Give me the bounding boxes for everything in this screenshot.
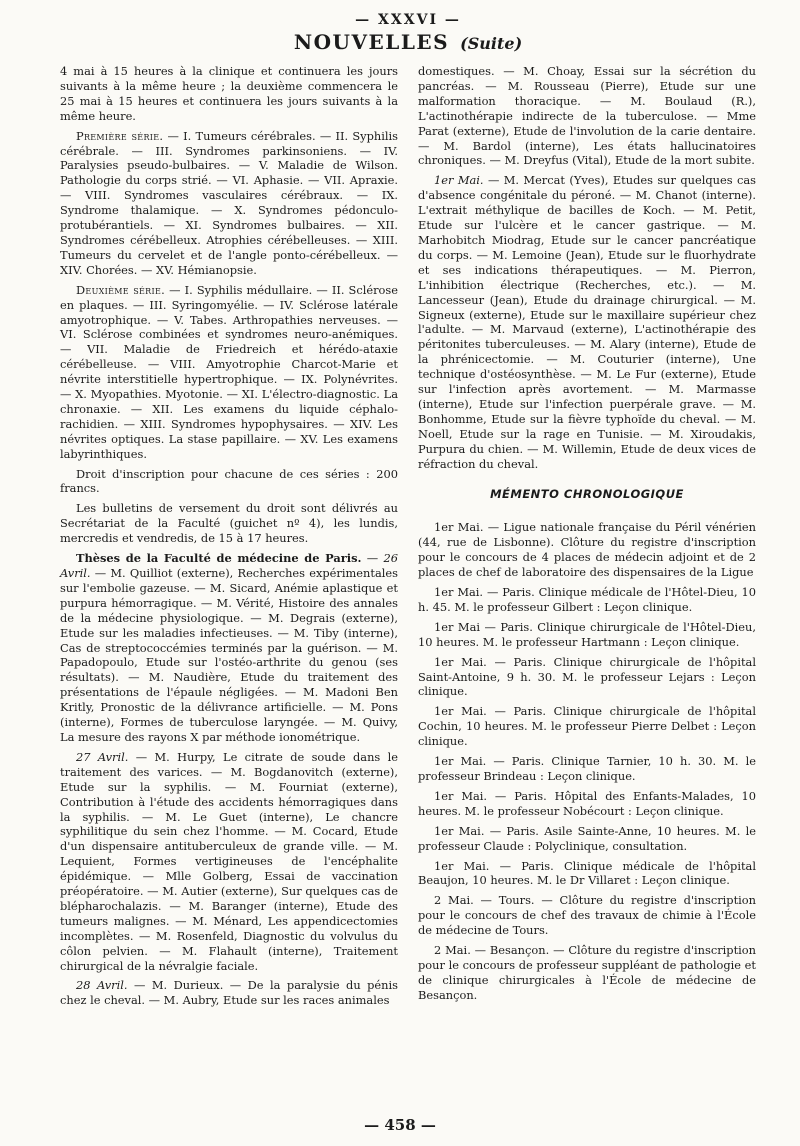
serie2-paragraph xyxy=(60,283,398,462)
memento-heading: MÉMENTO CHRONOLOGIQUE xyxy=(490,487,684,502)
right-column xyxy=(418,64,756,1013)
theses-date: — 26 Avril. xyxy=(60,551,398,580)
memento-entry: 1er Mai. — Paris. Clinique médicale de l'hôpital Beaujon, 10 heures. M. le Dr Villaret : Leçon clinique. xyxy=(418,858,756,888)
avril27-paragraph xyxy=(60,750,398,974)
section-title-main: NOUVELLES xyxy=(293,30,450,54)
memento-entry: 1er Mai. — Paris. Clinique chirurgicale de l'hôpital Cochin, 10 heures. M. le professeur Pierre Delbet : Leçon clinique. xyxy=(418,704,756,749)
memento-entry: 1er Mai. — Paris. Clinique chirurgicale de l'hôpital Saint-Antoine, 9 h. 30. M. le professeur Lejars : Leçon clinique. xyxy=(418,654,756,699)
memento-entry: 1er Mai. — Paris. Asile Sainte-Anne, 10 heures. M. le professeur Claude : Polyclinique, consultation. xyxy=(418,823,756,853)
two-column-body xyxy=(60,64,756,1013)
memento-entry: 1er Mai — Paris. Clinique chirurgicale de l'Hôtel-Dieu, 10 heures. M. le professeur Hartmann : Leçon clinique. xyxy=(418,619,756,649)
section-title-suite: (Suite) xyxy=(460,34,523,53)
mai1-text: — M. Mercat (Yves), Etudes sur quelques cas d'absence congénitale du péroné. — M. Chanot (interne). L'extrait méthylique de bacilles de Koch. — M. Petit, Etude sur l'ulcère et le cancer gastrique. — M. Marhobitch Miodrag, Etude sur le cancer pancréatique du corps. — M. Lemoine (Jean), Etude sur le fluorhydrate et ses indications thérapeutiques. — M. Pierron, L'inhibition électrique (Recherches, etc.). — M. Lancesseur (Jean), Etude du drainage chirurgical. — M. Signeux (externe), Etude sur le maxillaire supérieur chez l'adulte. — M. Marvaud (externe), L'actinothérapie des péritonites tuberculeuses. — M. Alary (interne), Etude de la phrénicectomie. — M. Couturier (interne), Une technique d'ostéosynthèse. — M. Le Fur (externe), Etude sur l'infection après avortement. — M. Marmasse (interne), Etude sur l'infection puerpérale grave. — M. Bonhomme, Etude sur la fièvre typhoïde du cheval. — M. Noell, Etude sur la rage en Tunisie. — M. Xiroudakis, Purpura du chien. — M. Willemin, Etude de deux vices de réfraction du cheval. xyxy=(418,173,756,471)
serie1-label: Première série. xyxy=(76,128,164,143)
intro-paragraph: 4 mai à 15 heures à la clinique et continuera les jours suivants à la même heure ; la deuxième commencera le 25 mai à 15 heures et continuera les jours suivants à la même heure. xyxy=(60,64,398,123)
mai1-paragraph xyxy=(418,173,756,471)
memento-entry: 1er Mai. — Paris. Clinique médicale de l'Hôtel-Dieu, 10 h. 45. M. le professeur Gilbert : Leçon clinique. xyxy=(418,585,756,614)
memento-entry: 1er Mai. — Paris. Clinique Tarnier, 10 h. 30. M. le professeur Brindeau : Leçon clinique. xyxy=(418,754,756,783)
avril28-date: 28 Avril. xyxy=(76,978,128,993)
serie2-text: — I. Syphilis médullaire. — II. Sclérose en plaques. — III. Syringomyélie. — IV. Sclérose latérale amyotrophique. — V. Tabes. Arthropathies nerveuses. — VI. Sclérose combinées et syndromes neuro-anémiques. — VII. Maladie de Friedreich et hérédo-ataxie cérébelleuse. — VIII. Amyotrophie Charcot-Marie et névrite interstitielle hypertrophique. — IX. Polynévrites. — X. Myopathies. Myotonie. — XI. L'électro-diagnostic. La chronaxie. — XII. Les examens du liquide céphalo-rachidien. — XIII. Syndromes hypophysaires. — XIV. Les névrites optiques. La stase papillaire. — XV. Les examens labyrinthiques. xyxy=(60,282,398,461)
theses-text: — M. Quilliot (externe), Recherches expérimentales sur l'embolie gazeuse. — M. Sicard, Anémie aplastique et purpura hémorragique. — M. Vérité, Histoire des annales de la médecine physiologique. — M. Degrais (externe), Etude sur les maladies infectieuses. — M. Tiby (interne), Cas de streptococcémies terminés par la guérison. — M. Papadopoulo, Etude sur l'ostéo-arthrite du genou (ses résultats). — M. Naudière, Etude du traitement des présentations de l'épaule négligées. — M. Madoni Ben Kritly, Pronostic de la délivrance artificielle. — M. Pons (interne), Formes de tuberculose laryngée. — M. Quivy, La mesure des rayons X par méthode ionométrique. xyxy=(60,566,398,744)
memento-entry: 1er Mai. — Ligue nationale française du Péril vénérien (44, rue de Lisbonne). Clôture du registre d'inscription pour le concours de 4 places de médecin adjoint et de 2 places de chef de laboratoire des dispensaires de la Ligue xyxy=(418,520,756,580)
serie1-paragraph xyxy=(60,129,398,278)
section-title xyxy=(60,30,756,58)
memento-entry: 1er Mai. — Paris. Hôpital des Enfants-Malades, 10 heures. M. le professeur Nobécourt : Leçon clinique. xyxy=(418,788,756,818)
roman-folio: — XXXVI — xyxy=(355,12,461,28)
avril27-date: 27 Avril. xyxy=(76,749,129,764)
continuation-paragraph: domestiques. — M. Choay, Essai sur la sécrétion du pancréas. — M. Rousseau (Pierre), Etude sur une malformation thoracique. — M. Boulaud (R.), L'actinothérapie indirecte de la tuberculose. — Mme Parat (externe), Etude de l'involution de la carie dentaire. — M. Bardol (interne), Les états hallucinatoires chroniques. — M. Dreyfus (Vital), Etude de la mort subite. xyxy=(418,64,756,168)
avril28-text: — M. Durieux. — De la paralysie du pénis chez le cheval. — M. Aubry, Etude sur les races animales xyxy=(60,978,399,1008)
memento-entry: 2 Mai. — Besançon. — Clôture du registre d'inscription pour le concours de professeur suppléant de pathologie et de clinique chirurgicales à l'École de médecine de Besançon. xyxy=(418,943,756,1002)
left-column xyxy=(60,64,398,1013)
avril28-paragraph xyxy=(60,978,398,1008)
droit-paragraph: Droit d'inscription pour chacune de ces séries : 200 francs. xyxy=(60,466,398,496)
theses-label: Thèses de la Faculté de médecine de Paris. xyxy=(76,551,362,566)
bulletins-paragraph: Les bulletins de versement du droit sont délivrés au Secrétariat de la Faculté (guichet nº 4), les lundis, mercredis et vendredis, de 15 à 17 heures. xyxy=(60,501,398,546)
theses-paragraph xyxy=(60,551,398,745)
serie2-label: Deuxième série. xyxy=(76,282,166,297)
serie1-text: — I. Tumeurs cérébrales. — II. Syphilis cérébrale. — III. Syndromes parkinsoniens. — IV. Paralysies pseudo-bulbaires. — V. Maladie de Wilson. Pathologie du corps strié. — VI. Aphasie. — VII. Apraxie. — VIII. Syndromes vasculaires cérébraux. — IX. Syndrome thalamique. — X. Syndromes pédonculo-protubérantiels. — XI. Syndromes bulbaires. — XII. Syndromes cérébelleux. Atrophies cérébelleuses. — XIII. Tumeurs du cervelet et de l'angle ponto-cérébelleux. — XIV. Chorées. — XV. Hémianopsie. xyxy=(60,128,398,277)
mai1-date: 1er Mai. xyxy=(434,173,484,188)
page-number: — 458 — xyxy=(364,1116,436,1134)
avril27-text: — M. Hurpy, Le citrate de soude dans le traitement des varices. — M. Bogdanovitch (externe), Etude sur la syphilis. — M. Fourniat (externe), Contribution à l'étude des accidents hémorragiques dans la syphilis. — M. Le Guet (interne), Le chancre syphilitique du sein chez l'homme. — M. Cocard, Etude d'un dispensaire antituberculeux de grande ville. — M. Lequient, Formes vertigineuses de l'encéphalite épidémique. — Mlle Golberg, Essai de vaccination préopératoire. — M. Autier (externe), Sur quelques cas de blépharochalazis. — M. Baranger (interne), Etude des tumeurs malignes. — M. Ménard, Les appendicectomies incomplètes. — M. Rosenfeld, Diagnostic du volvulus du côlon pelvien. — M. Flahault (interne), Traitement chirurgical de la névralgie faciale. xyxy=(60,749,398,973)
memento-entry: 2 Mai. — Tours. — Clôture du registre d'inscription pour le concours de chef des travaux de chimie à l'École de médecine de Tours. xyxy=(418,893,756,938)
